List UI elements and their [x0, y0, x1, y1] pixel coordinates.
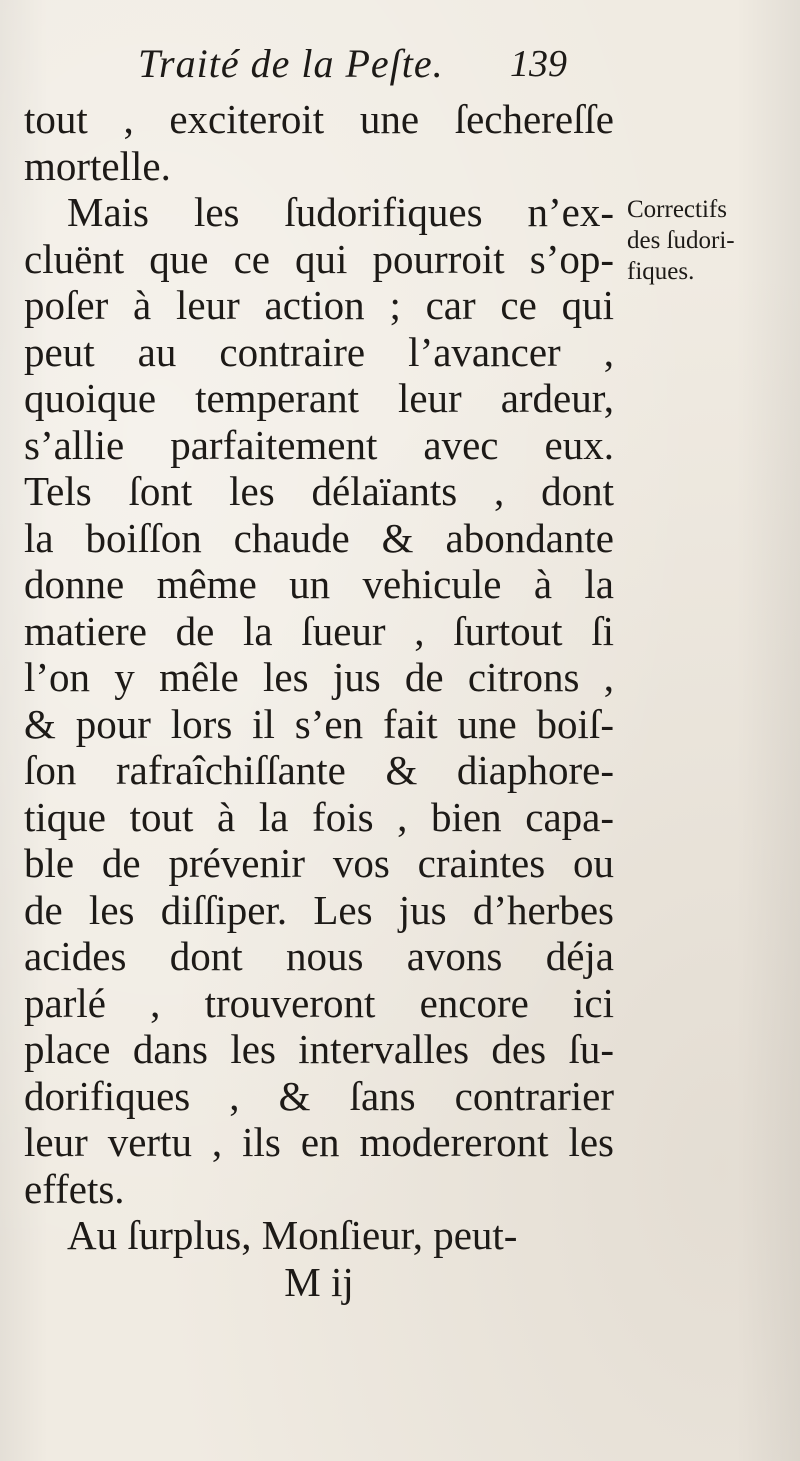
- running-title: Traité de la Peſte.: [138, 41, 444, 86]
- text-line: acides dont nous avons déja: [24, 933, 614, 979]
- text-line: place dans les intervalles des ſu-: [24, 1026, 614, 1072]
- text-line: poſer à leur action ; car ce qui: [24, 282, 614, 328]
- text-line: la boiſſon chaude & abondante: [24, 514, 614, 561]
- text-line: matiere de la ſueur , ſurtout ſi: [24, 607, 614, 654]
- text-line: ble de prévenir vos craintes ou: [24, 840, 614, 886]
- marginal-note-line: Correctifs: [627, 196, 727, 223]
- body-text: [24, 96, 614, 1305]
- text-line: tique tout à la fois , bien capa-: [24, 793, 614, 840]
- text-line: s’allie parfaitement avec eux.: [24, 421, 614, 468]
- text-line: quoique temperant leur ardeur,: [24, 375, 614, 421]
- signature-mark: M ij: [284, 1258, 354, 1305]
- text-line: parlé , trouveront encore ici: [24, 979, 614, 1026]
- text-line: Mais les ſudorifiques n’ex-: [67, 189, 614, 235]
- marginal-note-line: des ſudori-: [627, 227, 735, 254]
- text-line: l’on y mêle les jus de citrons ,: [24, 654, 614, 700]
- marginal-note: [627, 194, 797, 287]
- marginal-note-line: fiques.: [627, 258, 695, 285]
- text-line: mortelle.: [24, 142, 171, 189]
- text-line: effets.: [24, 1165, 125, 1212]
- text-line: peut au contraire l’avancer ,: [24, 328, 614, 375]
- text-line: donne même un vehicule à la: [24, 561, 614, 607]
- text-line: ſon rafraîchiſſante & diaphore-: [24, 747, 614, 793]
- page-header: [138, 40, 658, 92]
- text-line: dorifiques , & ſans contrarier: [24, 1072, 614, 1119]
- text-line: & pour lors il s’en fait une boiſ-: [24, 700, 614, 747]
- text-line: Tels ſont les délaïants , dont: [24, 468, 614, 514]
- text-line: Au ſurplus, Monſieur, peut-: [67, 1212, 518, 1258]
- text-line: cluënt que ce qui pourroit s’op-: [24, 235, 614, 282]
- text-line: de les diſſiper. Les jus d’herbes: [24, 886, 614, 933]
- text-line: leur vertu , ils en modereront les: [24, 1119, 614, 1165]
- page-number: 139: [510, 43, 567, 85]
- text-line: tout , exciteroit une ſechereſſe: [24, 96, 614, 142]
